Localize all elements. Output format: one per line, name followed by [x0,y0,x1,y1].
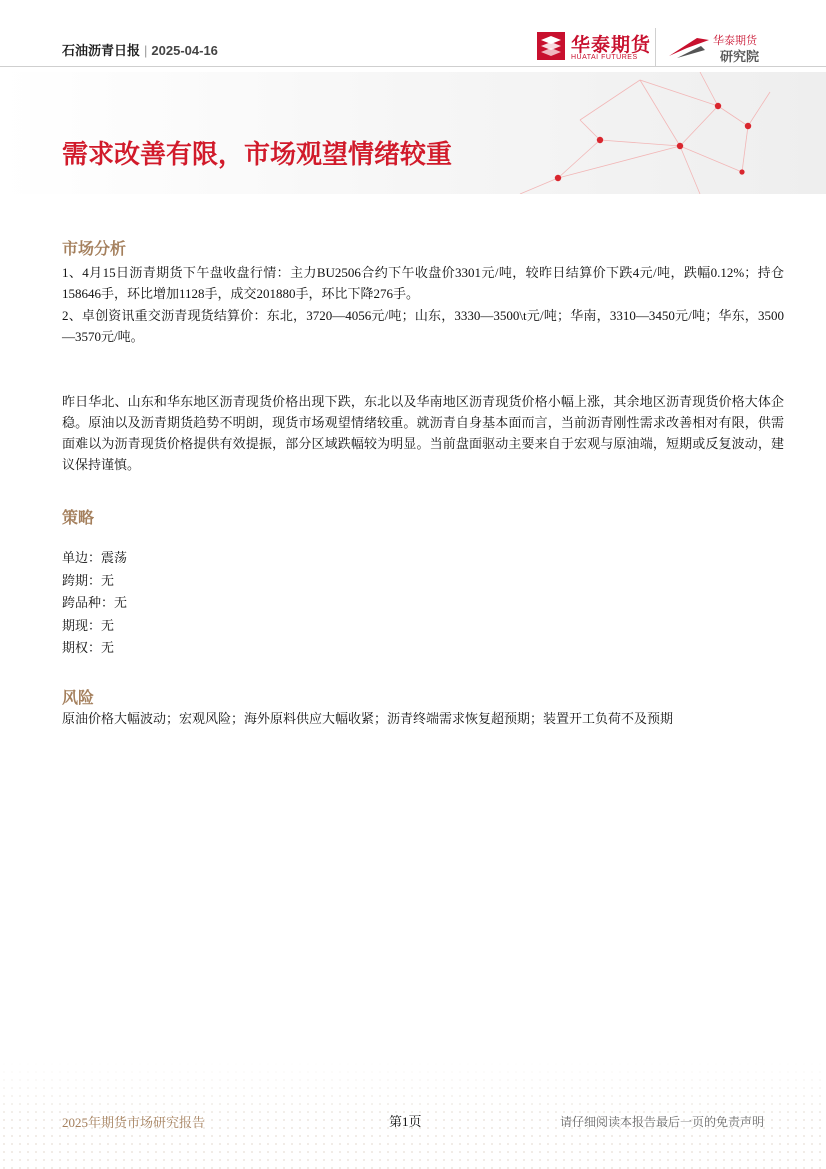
institute-name-line2: 研究院 [720,49,760,64]
report-name: 石油沥青日报 [62,43,141,58]
strategy-item-options: 期权：无 [62,640,115,655]
header-separator: | [144,43,148,58]
market-analysis-para-2: 2、卓创资讯重交沥青现货结算价：东北，3720—4056元/吨；山东，3330—3500\t元/吨；华南，3310—3450元/吨；华东，3500—3570元/吨。 [62,308,784,344]
company-name-en: HUATAI FUTURES [571,54,638,61]
institute-name-line1: 华泰期货 [713,35,757,47]
market-analysis-heading: 市场分析 [62,241,127,258]
report-headline: 需求改善有限，市场观望情绪较重 [62,139,453,169]
company-logo [537,28,777,68]
header-rule [0,66,826,67]
logo-divider [655,28,656,66]
market-analysis-para-1: 1、4月15日沥青期货下午盘收盘行情：主力BU2506合约下午收盘价3301元/吨，较昨日结算价下跌4元/吨，跌幅0.12%；持仓158646手，环比增加1128手，成交201880手，环比下降276手。 [62,265,784,301]
huatai-logo-icon [537,32,565,60]
strategy-item-futures-spot: 期现：无 [62,617,115,633]
strategy-heading: 策略 [62,510,95,527]
title-banner [0,72,826,194]
page-header [0,0,826,72]
disclaimer-note: 请仔细阅读本报告最后一页的免责声明 [559,1115,764,1129]
strategy-item-outright: 单边：震荡 [62,550,128,565]
report-date: 2025-04-16 [151,43,218,58]
strategy-list [62,547,127,660]
market-analysis-para-3: 昨日华北、山东和华东地区沥青现货价格出现下跌，东北以及华南地区沥青现货价格小幅上涨，其余地区沥青现货价格大体企稳。原油以及沥青期货趋势不明朗，现货市场观望情绪较重。就沥青自身基本面而言，当前沥青刚性需求改善相对有限，供需面难以为沥青现货价格提供有效提振，部分区域跌幅较为明显。当前盘面驱动主要来自于宏观与原油端，短期或反复波动，建议保持谨慎。 [62,394,784,472]
page-number: 第1页 [389,1114,422,1129]
footer-report-series: 2025年期货市场研究报告 [62,1115,206,1130]
network-pattern-background [0,72,826,194]
risk-heading: 风险 [62,690,95,707]
strategy-item-calendar: 跨期：无 [62,572,115,588]
report-title-line [62,40,218,59]
page-footer [0,1060,826,1169]
strategy-item-cross-product: 跨品种：无 [62,595,128,610]
company-name-cn: 华泰期货 [571,35,652,56]
institute-logo-icon [667,34,711,60]
risk-text: 原油价格大幅波动；宏观风险；海外原料供应大幅收紧；沥青终端需求恢复超预期；装置开工负荷不及预期 [62,711,674,726]
